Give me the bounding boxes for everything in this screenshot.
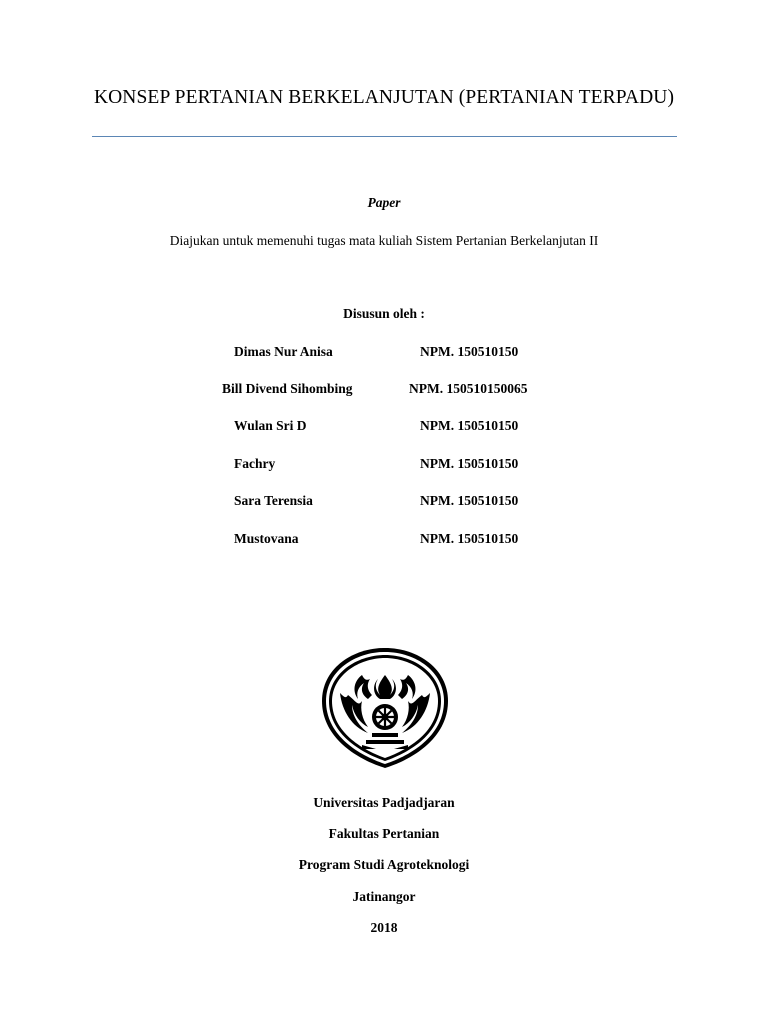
- university-emblem-icon: [318, 645, 452, 771]
- author-npm: NPM. 150510150: [420, 531, 519, 546]
- document-title: KONSEP PERTANIAN BERKELANJUTAN (PERTANIAN TERPADU): [93, 87, 675, 108]
- purpose-text: Diajukan untuk memenuhi tugas mata kuliah Sistem Pertanian Berkelanjutan II: [169, 233, 599, 248]
- author-npm: NPM. 150510150: [420, 418, 519, 433]
- author-name: Mustovana: [234, 531, 299, 546]
- author-name: Fachry: [234, 456, 276, 471]
- program-name: Program Studi Agroteknologi: [298, 857, 470, 872]
- author-npm: NPM. 150510150: [420, 344, 519, 359]
- title-divider: [92, 136, 677, 137]
- city-name: Jatinangor: [352, 889, 416, 904]
- author-name: Bill Divend Sihombing: [222, 381, 353, 396]
- authored-by-label: Disusun oleh :: [343, 306, 425, 321]
- faculty-name: Fakultas Pertanian: [328, 826, 440, 841]
- author-npm: NPM. 150510150: [420, 493, 519, 508]
- paper-label: Paper: [367, 195, 401, 210]
- author-name: Sara Terensia: [234, 493, 313, 508]
- author-name: Dimas Nur Anisa: [234, 344, 333, 359]
- author-npm: NPM. 150510150065: [409, 381, 528, 396]
- year-text: 2018: [370, 920, 398, 935]
- university-name: Universitas Padjadjaran: [313, 795, 455, 810]
- author-name: Wulan Sri D: [234, 418, 307, 433]
- author-npm: NPM. 150510150: [420, 456, 519, 471]
